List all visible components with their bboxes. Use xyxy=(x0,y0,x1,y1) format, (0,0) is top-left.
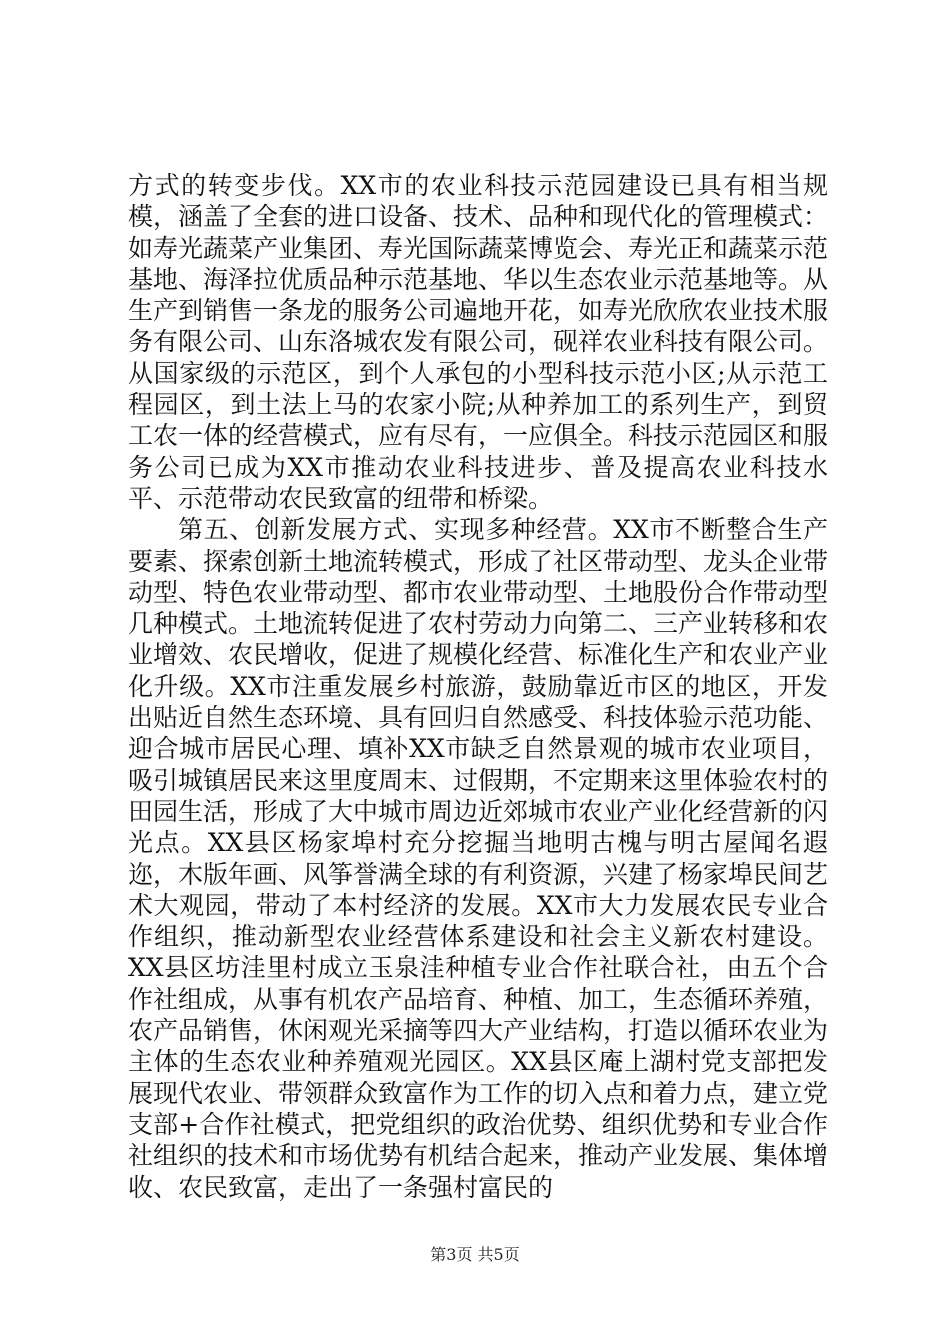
page-number-footer: 第3页 共5页 xyxy=(430,1245,520,1264)
document-body xyxy=(128,170,828,1203)
paragraph-fifth-point: 第五、创新发展方式、实现多种经营。XX市不断整合生产要素、探索创新土地流转模式，形成了社区带动型、龙头企业带动型、特色农业带动型、都市农业带动型、土地股份合作带动型几种模式。土地流转促进了农村劳动力向第二、三产业转移和农业增效、农民增收，促进了规模化经营、标准化生产和农业产业化升级。XX市注重发展乡村旅游，鼓励靠近市区的地区，开发出贴近自然生态环境、具有回归自然感受、科技体验示范功能、迎合城市居民心理、填补XX市缺乏自然景观的城市农业项目，吸引城镇居民来这里度周末、过假期，不定期来这里体验农村的田园生活，形成了大中城市周边近郊城市农业产业化经营新的闪光点。XX县区杨家埠村充分挖掘当地明古槐与明古屋闻名遐迩，木版年画、风筝誉满全球的有利资源，兴建了杨家埠民间艺术大观园，带动了本村经济的发展。XX市大力发展农民专业合作组织，推动新型农业经营体系建设和社会主义新农村建设。XX县区坊洼里村成立玉泉洼种植专业合作社联合社，由五个合作社组成，从事有机农产品培育、种植、加工，生态循环养殖，农产品销售，休闲观光采摘等四大产业结构，打造以循环农业为主体的生态农业种养殖观光园区。XX县区庵上湖村党支部把发展现代农业、带领群众致富作为工作的切入点和着力点，建立党支部+合作社模式，把党组织的政治优势、组织优势和专业合作社组织的技术和市场优势有机结合起来，推动产业发展、集体增收、农民致富，走出了一条强村富民的 xyxy=(128,515,829,1202)
paragraph-continued: 方式的转变步伐。XX市的农业科技示范园建设已具有相当规模，涵盖了全套的进口设备、技术、品种和现代化的管理模式：如寿光蔬菜产业集团、寿光国际蔬菜博览会、寿光正和蔬菜示范基地、海泽拉优质品种示范基地、华以生态农业示范基地等。从生产到销售一条龙的服务公司遍地开花，如寿光欣欣农业技术服务有限公司、山东洛城农发有限公司，砚祥农业科技有限公司。从国家级的示范区，到个人承包的小型科技示范小区;从示范工程园区，到土法上马的农家小院;从种养加工的系列生产，到贸工农一体的经营模式，应有尽有，一应俱全。科技示范园区和服务公司已成为XX市推动农业科技进步、普及提高农业科技水平、示范带动农民致富的纽带和桥梁。 xyxy=(128,171,829,513)
